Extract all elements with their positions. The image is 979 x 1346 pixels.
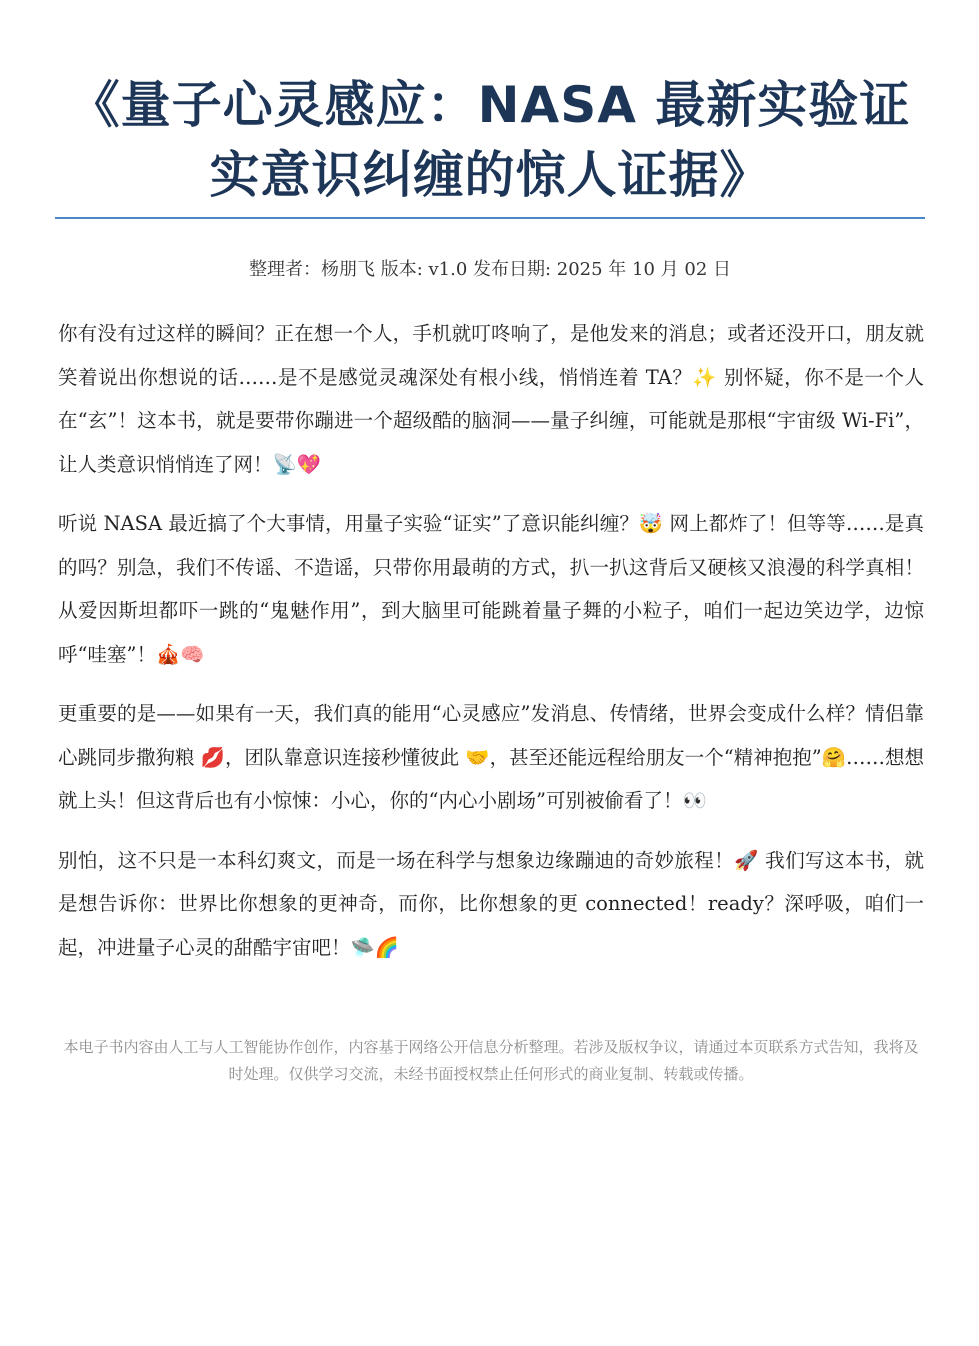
document-title: 《量子心灵感应：NASA 最新实验证实意识纠缠的惊人证据》	[69, 76, 911, 204]
copyright-disclaimer: 本电子书内容由人工与人工智能协作创作，内容基于网络公开信息分析整理。若涉及版权争议，请通过本页联系方式告知，我将及时处理。仅供学习交流，未经书面授权禁止任何形式的商业复制、转载或传播。	[63, 1038, 919, 1083]
document-body	[58, 312, 924, 985]
paragraph: 你有没有过这样的瞬间？正在想一个人，手机就叮咚响了，是他发来的消息；或者还没开口，朋友就笑着说出你想说的话……是不是感觉灵魂深处有根小线，悄悄连着 TA？✨ 别怀疑，你不是一个人在“玄”！这本书，就是要带你蹦进一个超级酷的脑洞——量子纠缠，可能就是那根“宇宙级 Wi-Fi”，让人类意识悄悄连了网！📡💖	[58, 322, 924, 476]
title-divider	[55, 217, 925, 219]
paragraph: 别怕，这不只是一本科幻爽文，而是一场在科学与想象边缘蹦迪的奇妙旅程！🚀 我们写这本书，就是想告诉你：世界比你想象的更神奇，而你，比你想象的更 connected！ready？深呼吸，咱们一起，冲进量子心灵的甜酷宇宙吧！🛸🌈	[58, 848, 924, 959]
document-meta: 整理者：杨朋飞 版本: v1.0 发布日期: 2025 年 10 月 02 日	[248, 259, 732, 280]
paragraph: 听说 NASA 最近搞了个大事情，用量子实验“证实”了意识能纠缠？🤯 网上都炸了！但等等……是真的吗？别急，我们不传谣、不造谣，只带你用最萌的方式，扒一扒这背后又硬核又浪漫的科学真相！从爱因斯坦都吓一跳的“鬼魅作用”，到大脑里可能跳着量子舞的小粒子，咱们一起边笑边学，边惊呼“哇塞”！🎪🧠	[58, 512, 924, 666]
paragraph: 更重要的是——如果有一天，我们真的能用“心灵感应”发消息、传情绪，世界会变成什么样？情侣靠心跳同步撒狗粮 💋，团队靠意识连接秒懂彼此 🤝，甚至还能远程给朋友一个“精神抱抱”🤗……想想就上头！但这背后也有小惊悚：小心，你的“内心小剧场”可别被偷看了！👀	[58, 702, 924, 812]
